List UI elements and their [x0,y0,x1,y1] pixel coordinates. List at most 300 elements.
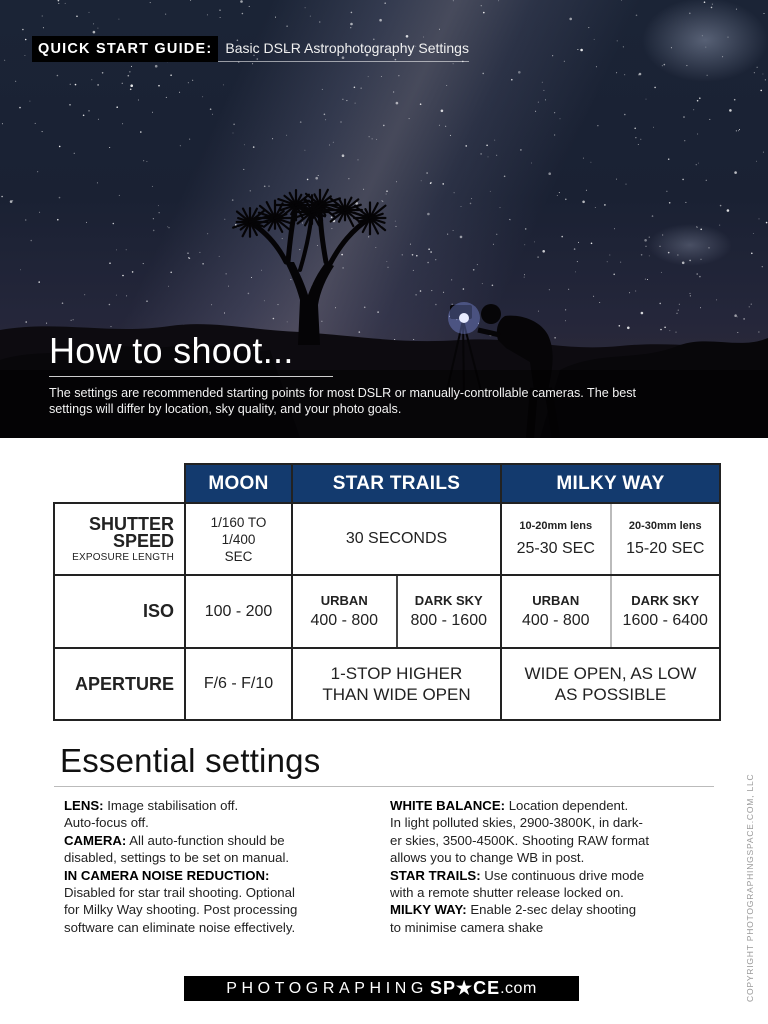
star [727,209,730,212]
star [409,118,410,119]
star [593,296,594,297]
star-iso-dark-label: DARK SKY [414,593,483,608]
iso-label: ISO [142,601,174,621]
star [477,264,478,265]
star [545,99,546,100]
star [188,82,189,83]
star [518,71,521,74]
star [152,186,153,187]
milky-aperture-line1: WIDE OPEN, AS LOW [524,664,697,683]
star [676,332,677,333]
lens-text-2: Auto-focus off. [64,815,149,831]
milky-way-label: MILKY WAY: [390,902,467,918]
star [10,200,13,203]
star [588,27,589,28]
star [644,239,647,242]
star [662,235,663,236]
star [538,311,539,312]
star [369,136,370,137]
star [341,122,342,123]
star [150,2,151,3]
star [511,79,513,81]
star [431,182,432,183]
star [394,339,395,340]
star [758,332,759,333]
star [29,101,30,102]
star [737,332,738,333]
star [427,213,430,216]
star [138,100,139,101]
star [580,49,583,52]
wb-text-1: Location dependent. [508,798,629,813]
star [35,123,36,124]
star [224,219,225,220]
star [219,256,220,257]
star [286,135,287,136]
star [420,103,422,105]
row-header-iso [54,575,185,648]
star [396,226,397,227]
star [350,27,351,28]
star [700,307,701,308]
star [249,6,250,7]
row-header-shutter-speed [54,503,185,575]
star [659,303,661,305]
star [453,63,454,64]
table-header-row [54,464,720,503]
star [368,236,369,237]
star [686,65,687,66]
column-header-star-trails: STAR TRAILS [292,464,501,503]
star [537,256,539,258]
shutter-label-line1: SHUTTER [89,513,174,534]
star [494,140,495,141]
star [705,47,706,48]
camera-label: CAMERA: [64,832,127,848]
star [38,281,40,283]
star [335,307,336,308]
star [649,237,650,238]
star [383,125,385,127]
star [143,160,144,161]
star [321,321,322,322]
star [430,251,432,253]
star [386,194,387,195]
table-row-shutter-speed [54,503,720,575]
star [697,227,698,228]
star [65,3,66,4]
star [207,233,208,234]
star [565,309,566,310]
essential-left-column [64,797,344,936]
milky-iso-urban-value: 400 - 800 [521,612,590,629]
star [453,0,454,1]
star [88,110,90,112]
row-header-aperture [54,648,185,720]
star [582,201,585,204]
star [122,275,124,277]
star [548,172,551,175]
cell-moon-aperture: F/6 - F/10 [185,648,292,720]
star [59,197,61,199]
star [324,114,326,116]
star [668,252,670,254]
star [678,310,679,311]
page-title: How to shoot... [49,330,333,377]
star [586,190,587,191]
star [591,243,593,245]
star [116,295,117,296]
star [607,261,608,262]
star [97,28,98,29]
star [386,190,388,192]
star [57,75,59,77]
star [599,302,600,303]
star [420,290,422,292]
star [346,100,347,101]
star [500,207,501,208]
milky-shutter-value-2: 15-20 SEC [626,540,705,557]
star [451,304,453,306]
star [393,92,394,93]
star [416,255,418,257]
star [167,226,168,227]
noise-reduction-label: IN CAMERA NOISE REDUCTION: [64,867,270,883]
star [701,259,702,260]
star [355,103,356,104]
star [604,204,606,206]
cell-star-trails-shutter: 30 SECONDS [292,503,501,575]
star [73,319,74,320]
star [751,253,753,255]
star [616,72,617,73]
star [251,277,252,278]
star [640,139,641,140]
star [646,246,647,247]
star [166,97,167,98]
hero-photo [0,0,768,438]
star [564,61,565,62]
star [707,75,708,76]
star [549,289,550,290]
star [542,250,545,253]
star [126,249,127,250]
star [682,179,684,181]
star [596,66,597,67]
star [118,19,119,20]
star [504,176,506,178]
star [364,307,366,309]
star [641,254,643,256]
star [315,177,318,180]
star [428,248,430,250]
star [711,7,713,9]
star [91,79,92,80]
wb-text-3: er skies, 3500-4500K. Shooting RAW format [390,832,649,848]
star [116,249,117,250]
star [535,111,536,112]
star [722,56,723,57]
star [660,246,661,247]
cell-milky-way-iso [501,575,720,648]
star [300,121,302,123]
star [395,221,396,222]
star [542,82,543,83]
star [560,118,561,119]
star [202,96,203,97]
star [743,318,745,320]
star [492,285,494,287]
star [42,131,43,132]
star [454,192,455,193]
star [381,76,382,77]
star [69,104,71,106]
star [543,90,544,91]
star [83,115,85,117]
star [207,14,208,15]
star [689,13,691,15]
wb-text-2: In light polluted skies, 2900-3800K, in dark- [390,815,643,831]
star [361,88,362,89]
star [614,228,615,229]
star [86,222,87,223]
star [372,138,373,139]
star [699,97,701,99]
star [638,144,639,145]
star [97,182,98,183]
star [42,16,43,17]
star [577,49,578,50]
star [557,195,558,196]
star [577,261,578,262]
star [463,288,465,290]
star [93,31,96,34]
star [318,175,319,176]
star [354,87,356,89]
star [275,17,276,18]
star [729,109,732,112]
star [757,67,758,68]
star [325,119,326,120]
star [396,181,397,182]
star [159,212,160,213]
star [57,219,59,221]
star [765,79,766,80]
shutter-label-line2: SPEED [112,530,174,551]
star [97,84,99,86]
star [498,0,499,1]
star [252,63,253,64]
star [220,17,221,18]
star [19,107,21,109]
star [253,146,255,148]
star [439,125,440,126]
star [402,254,403,255]
star [342,154,345,157]
logo-text-com: .com [500,979,537,997]
star [595,207,596,208]
star [552,55,553,56]
moon-shutter-line3: SEC [224,548,253,564]
camera-text-1: All auto-function should be [129,832,285,848]
star [158,85,160,87]
trails-text-1: Use continuous drive mode [484,867,645,883]
table-corner [54,464,185,503]
star [155,65,158,68]
star [39,212,40,213]
star [368,76,369,77]
star [554,112,555,113]
star [307,179,309,181]
star [664,64,666,66]
star [716,299,717,300]
star [224,313,225,314]
star [534,241,535,242]
star [375,247,376,248]
star [130,89,132,91]
star [388,267,389,268]
camera-text-2: disabled, settings to be set on manual. [64,850,290,866]
star [609,255,610,256]
star [431,290,432,291]
column-header-milky-way: MILKY WAY [501,464,720,503]
star [677,255,678,256]
star [143,263,144,264]
star [413,270,414,271]
star [192,80,193,81]
star [679,304,680,305]
star [749,306,750,307]
star [223,84,224,85]
star [413,339,414,340]
star [443,292,444,293]
star-iso-urban-label: URBAN [320,593,368,608]
star [128,75,130,77]
star [624,114,626,116]
star [25,39,27,41]
star [445,126,446,127]
star [102,72,104,74]
star [351,12,353,14]
star [426,172,428,174]
star [473,269,475,271]
star [342,267,344,269]
column-header-moon: MOON [185,464,292,503]
milky-iso-dark-value: 1600 - 6400 [622,612,708,629]
star [199,252,200,253]
cell-moon-shutter [185,503,292,575]
star [75,84,77,86]
star [697,134,698,135]
star [764,13,765,14]
star [442,183,444,185]
star [189,257,191,259]
star [737,316,738,317]
star [441,110,444,113]
star [322,89,323,90]
star [616,179,617,180]
star [76,16,77,17]
star [15,81,16,82]
star [264,186,266,188]
star [646,99,647,100]
star [638,74,639,75]
star [168,286,169,287]
star [228,286,229,287]
star [645,279,646,280]
star [699,276,701,278]
star [242,13,244,15]
noise-text-1: Disabled for star trail shooting. Optional [64,885,295,901]
star [59,146,61,148]
star [122,123,123,124]
star [180,145,181,146]
star [384,2,386,4]
star [554,337,556,339]
star [58,0,60,1]
star [131,66,132,67]
cell-milky-way-aperture [501,648,720,720]
star [140,131,142,133]
star [1,196,3,198]
star [613,274,615,276]
star [146,161,147,162]
milky-text-2: to minimise camera shake [390,919,544,935]
star [244,144,245,145]
star [109,147,110,148]
star [712,4,713,5]
star [652,215,654,217]
milky-lens-label-2: 20-30mm lens [628,520,702,532]
star [113,223,115,225]
star [590,162,591,163]
shutter-sublabel: EXPOSURE LENGTH [72,551,174,563]
star [329,145,330,146]
star [435,259,436,260]
star [116,106,118,108]
star [634,128,636,130]
star [304,150,305,151]
star [153,230,155,232]
star [623,46,624,47]
star [626,184,627,185]
star [569,18,572,21]
star [488,156,489,157]
star [202,263,204,265]
star [470,203,472,205]
star [594,39,595,40]
star [169,227,170,228]
star [219,9,221,11]
star [122,83,123,84]
star [70,84,71,85]
star [668,158,670,160]
star [71,320,72,321]
star [319,22,320,23]
brand-logo[interactable] [184,976,579,1001]
moon-shutter-line2: 1/400 [221,531,256,547]
star [690,295,691,296]
hero-description: The settings are recommended starting points for most DSLR or manually-controllable cameras. The best settings will differ by location, sky quality, and your photo goals. [49,386,637,416]
star [654,87,656,89]
star [261,270,262,271]
star [685,202,686,203]
star [693,109,694,110]
star [447,234,448,235]
star [382,200,383,201]
star [84,294,85,295]
star [574,248,576,250]
